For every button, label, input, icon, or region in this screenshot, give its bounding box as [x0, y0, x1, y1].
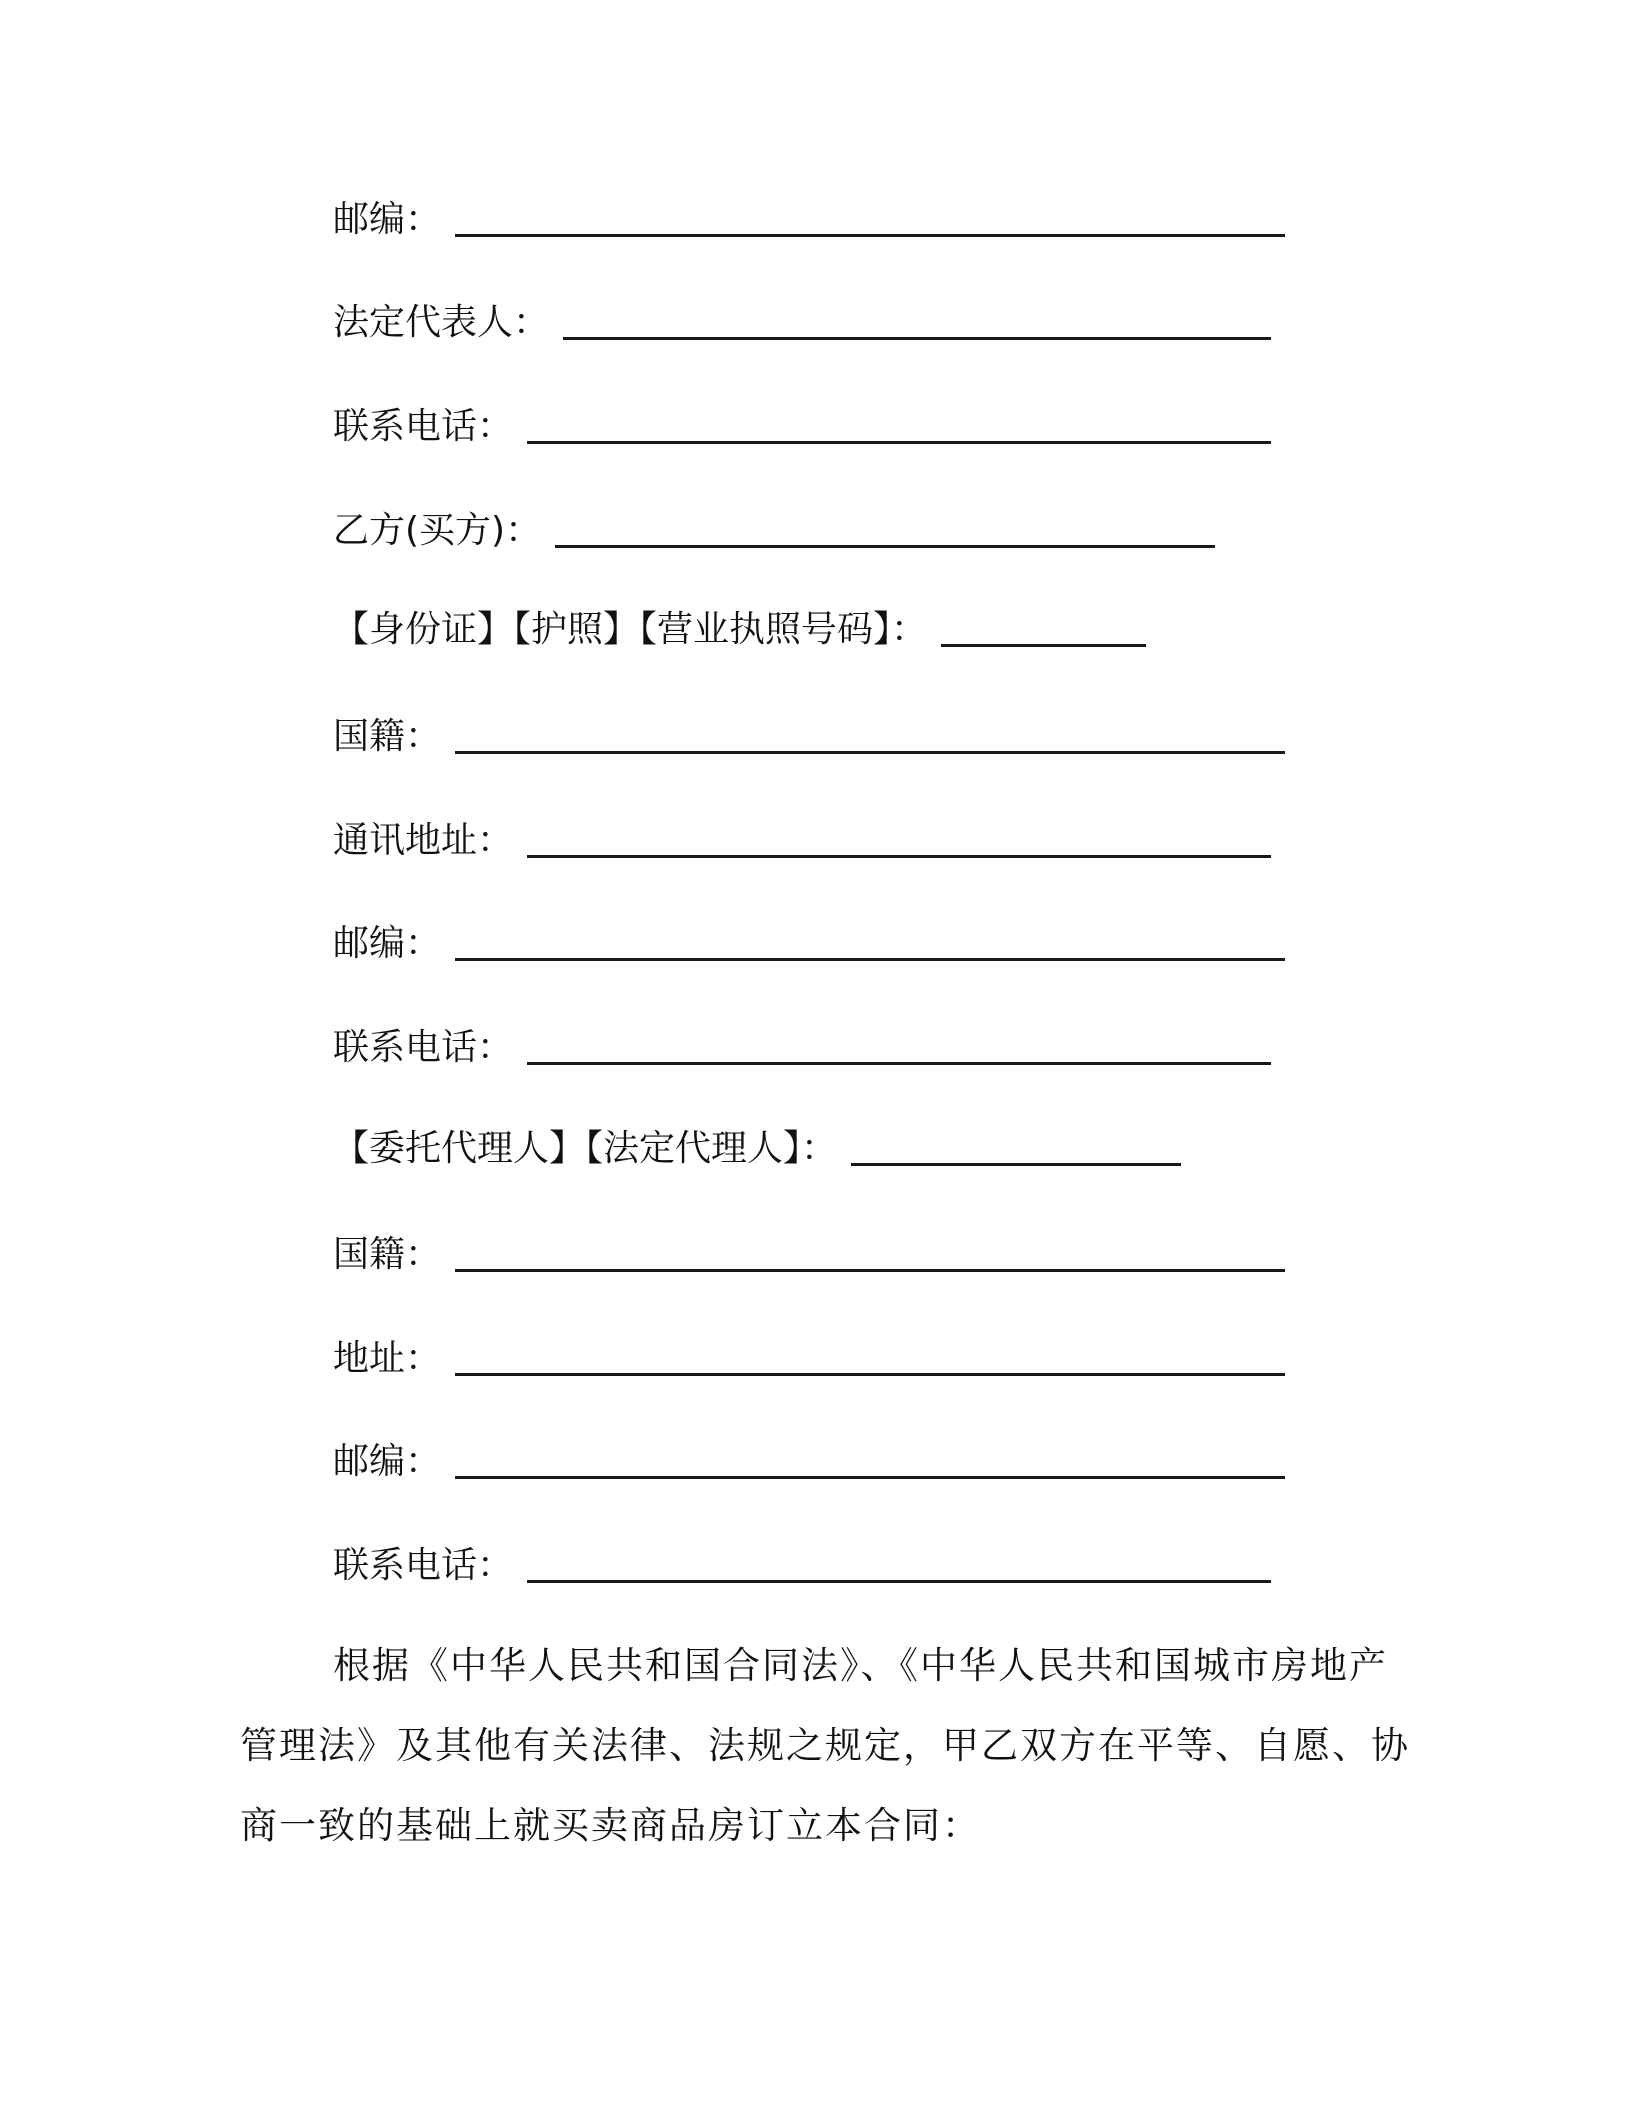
blank-line[interactable]	[455, 958, 1285, 961]
paragraph-line: 管理法》及其他有关法律、法规之规定，甲乙双方在平等、自愿、协	[240, 1724, 1410, 1767]
contract-preamble-paragraph	[240, 1626, 1410, 1866]
blank-line[interactable]	[455, 1269, 1285, 1272]
field-mailing-address	[333, 811, 1271, 871]
field-postcode-seller	[333, 190, 1285, 250]
field-label: 国籍：	[333, 1234, 442, 1275]
field-label: 联系电话：	[333, 1027, 514, 1068]
blank-line[interactable]	[851, 1163, 1181, 1166]
field-label: 联系电话：	[333, 406, 514, 447]
field-label: 通讯地址：	[333, 820, 514, 861]
field-label: 邮编：	[333, 199, 442, 240]
field-address-agent	[333, 1329, 1285, 1389]
field-party-b-buyer	[333, 501, 1215, 561]
field-phone-seller	[333, 397, 1271, 457]
field-postcode-buyer	[333, 914, 1285, 974]
field-legal-representative	[333, 293, 1271, 353]
field-agent	[333, 1119, 1181, 1179]
blank-line[interactable]	[527, 1062, 1271, 1065]
field-label: 法定代表人：	[333, 302, 550, 343]
blank-line[interactable]	[455, 234, 1285, 237]
blank-line[interactable]	[527, 855, 1271, 858]
field-label: 地址：	[333, 1338, 442, 1379]
blank-line[interactable]	[563, 337, 1271, 340]
blank-line[interactable]	[941, 644, 1146, 647]
blank-line[interactable]	[527, 1580, 1271, 1583]
blank-line[interactable]	[555, 545, 1215, 548]
field-phone-agent	[333, 1536, 1271, 1596]
blank-line[interactable]	[455, 751, 1285, 754]
field-label: 乙方(买方)：	[333, 510, 542, 551]
field-phone-buyer	[333, 1018, 1271, 1078]
field-nationality-agent	[333, 1225, 1285, 1285]
field-label: 【委托代理人】【法定代理人】：	[333, 1128, 838, 1169]
field-nationality-buyer	[333, 707, 1285, 767]
paragraph-line: 根据《中华人民共和国合同法》、《中华人民共和国城市房地产	[333, 1644, 1388, 1687]
blank-line[interactable]	[527, 441, 1271, 444]
blank-line[interactable]	[455, 1373, 1285, 1376]
field-label: 联系电话：	[333, 1545, 514, 1586]
field-label: 邮编：	[333, 1441, 442, 1482]
field-label: 邮编：	[333, 923, 442, 964]
field-id-document	[333, 600, 1146, 660]
field-label: 【身份证】【护照】【营业执照号码】：	[333, 609, 928, 650]
blank-line[interactable]	[455, 1476, 1285, 1479]
field-postcode-agent	[333, 1432, 1285, 1492]
paragraph-line: 商一致的基础上就买卖商品房订立本合同：	[240, 1804, 981, 1847]
field-label: 国籍：	[333, 716, 442, 757]
